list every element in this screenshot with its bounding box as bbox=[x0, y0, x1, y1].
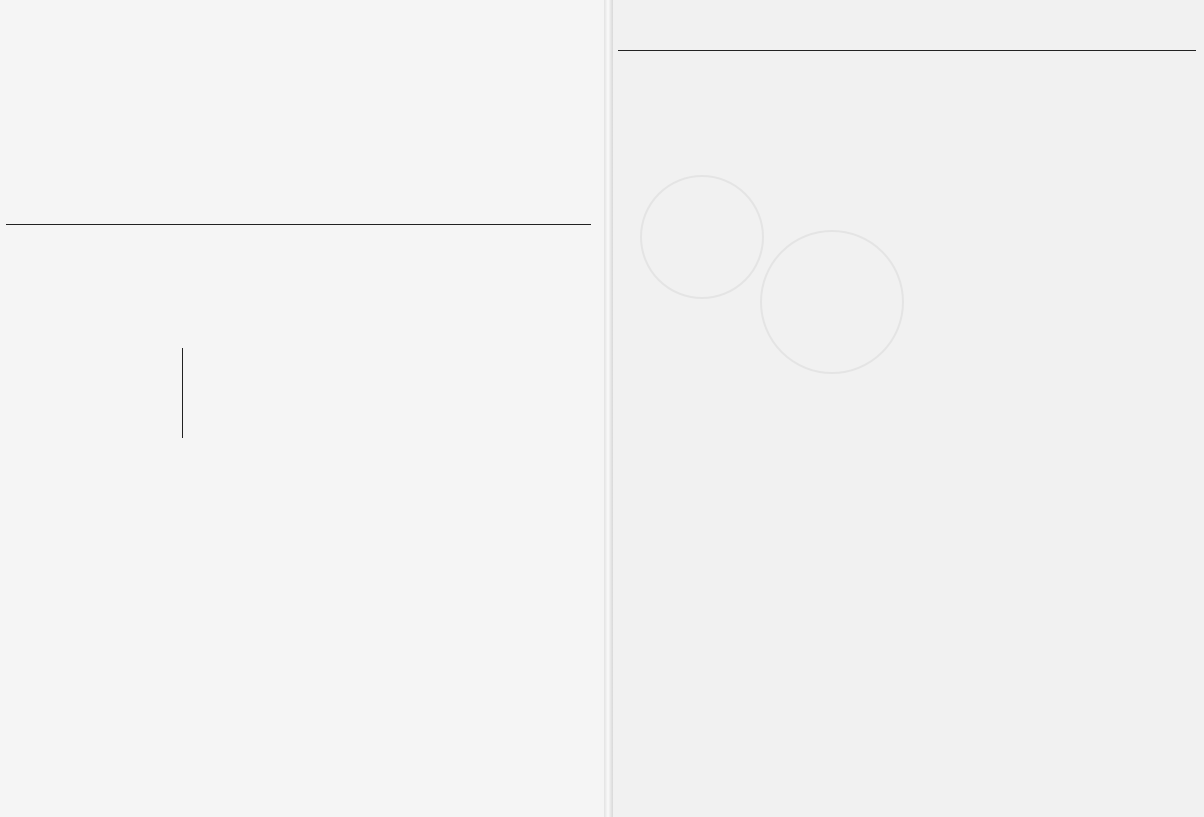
litter-divider bbox=[182, 348, 183, 438]
right-page bbox=[611, 0, 1204, 817]
embossed-seal bbox=[640, 175, 764, 299]
page-fold bbox=[604, 0, 613, 817]
embossed-seal bbox=[760, 230, 904, 374]
siblings-header-rule bbox=[618, 50, 1196, 51]
divider bbox=[6, 224, 591, 225]
